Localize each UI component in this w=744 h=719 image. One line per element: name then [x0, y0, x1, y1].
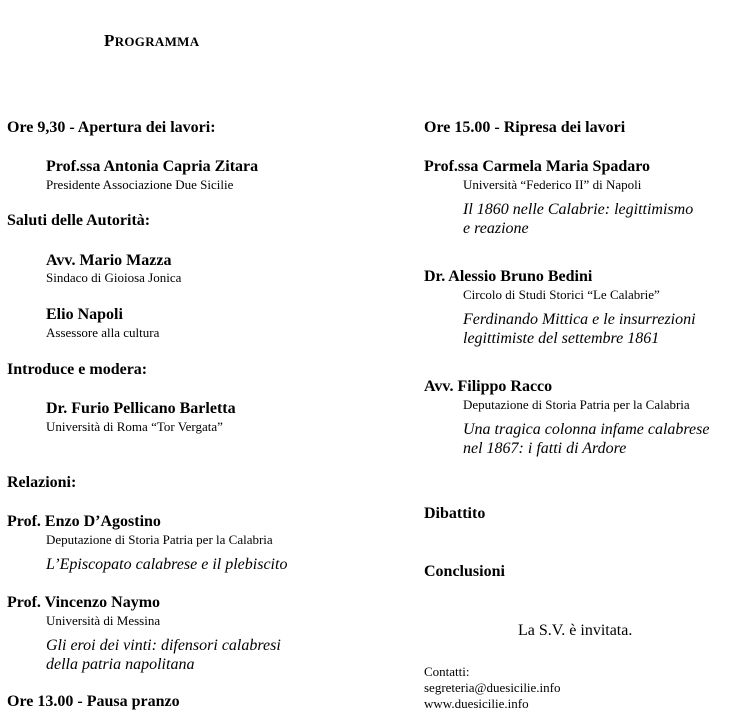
speaker5-talk-line1: Una tragica colonna infame calabrese — [463, 421, 710, 438]
speaker3-talk-line1: Il 1860 nelle Calabrie: legittimismo — [463, 201, 694, 218]
speaker2-name: Prof. Vincenzo Naymo — [7, 594, 161, 611]
speaker3-role: Università “Federico II” di Napoli — [463, 177, 642, 192]
contact-website-link[interactable]: www.duesicilie.info — [424, 696, 529, 711]
speaker3-talk-line2: e reazione — [463, 220, 529, 237]
speaker1-role: Deputazione di Storia Patria per la Calabria — [46, 532, 273, 547]
speaker5-role: Deputazione di Storia Patria per la Calabria — [463, 397, 690, 412]
councillor-role: Assessore alla cultura — [46, 325, 160, 340]
opening-heading: Ore 9,30 - Apertura dei lavori: — [7, 119, 216, 136]
moderator-role: Università di Roma “Tor Vergata” — [46, 419, 223, 434]
page-title — [104, 31, 199, 51]
page-title-initial: P — [104, 31, 115, 50]
contact-email-link[interactable]: segreteria@duesicilie.info — [424, 680, 561, 695]
invitation-text: La S.V. è invitata. — [518, 622, 633, 639]
talks-heading: Relazioni: — [7, 474, 77, 491]
president-role: Presidente Associazione Due Sicilie — [46, 177, 234, 192]
speaker4-talk-line2: legittimiste del settembre 1861 — [463, 330, 660, 347]
conclusions-heading: Conclusioni — [424, 563, 505, 580]
president-name: Prof.ssa Antonia Capria Zitara — [46, 158, 259, 175]
speaker5-talk-line2: nel 1867: i fatti di Ardore — [463, 440, 627, 457]
speaker5-name: Avv. Filippo Racco — [424, 378, 553, 395]
speaker4-talk-line1: Ferdinando Mittica e le insurrezioni — [463, 311, 696, 328]
page-title-rest: ROGRAMMA — [114, 34, 200, 49]
mayor-role: Sindaco di Gioiosa Jonica — [46, 270, 182, 285]
debate-heading: Dibattito — [424, 505, 486, 522]
contacts-label: Contatti: — [424, 664, 470, 679]
speaker2-role: Università di Messina — [46, 613, 161, 628]
speaker1-name: Prof. Enzo D’Agostino — [7, 513, 161, 530]
mayor-name: Avv. Mario Mazza — [46, 252, 172, 269]
moderator-heading: Introduce e modera: — [7, 361, 148, 378]
councillor-name: Elio Napoli — [46, 306, 123, 323]
lunch-heading: Ore 13.00 - Pausa pranzo — [7, 693, 180, 710]
speaker1-talk: L’Episcopato calabrese e il plebiscito — [46, 556, 288, 573]
speaker2-talk-line2: della patria napolitana — [46, 656, 195, 673]
speaker2-talk-line1: Gli eroi dei vinti: difensori calabresi — [46, 637, 281, 654]
greetings-heading: Saluti delle Autorità: — [7, 212, 151, 229]
speaker4-role: Circolo di Studi Storici “Le Calabrie” — [463, 287, 660, 302]
speaker4-name: Dr. Alessio Bruno Bedini — [424, 268, 593, 285]
speaker3-name: Prof.ssa Carmela Maria Spadaro — [424, 158, 651, 175]
moderator-name: Dr. Furio Pellicano Barletta — [46, 400, 236, 417]
resume-heading: Ore 15.00 - Ripresa dei lavori — [424, 119, 626, 136]
